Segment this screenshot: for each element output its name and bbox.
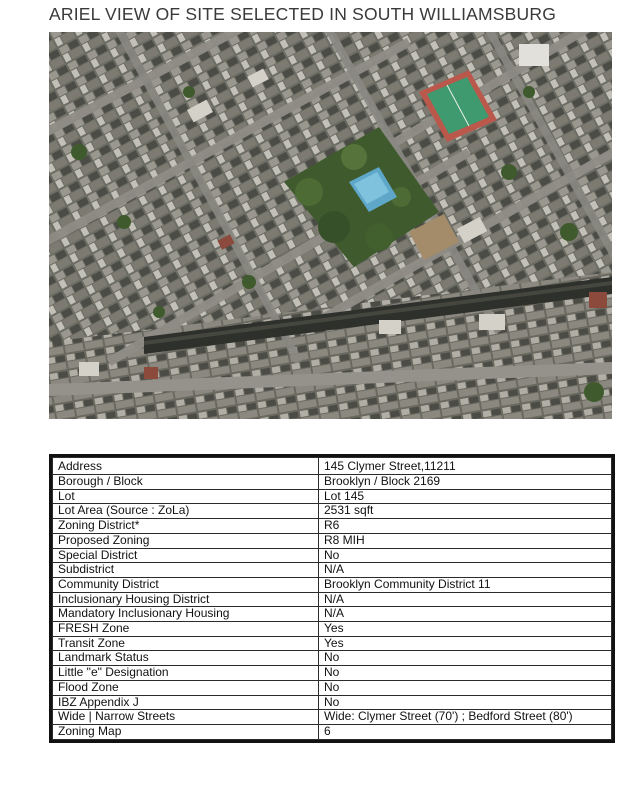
- row-value: 145 Clymer Street,11211: [319, 458, 612, 475]
- table-row: [53, 458, 612, 475]
- row-value: Brooklyn Community District 11: [319, 577, 612, 592]
- row-value: Wide: Clymer Street (70') ; Bedford Street (80'): [319, 710, 612, 725]
- row-value: Yes: [319, 622, 612, 637]
- aerial-photo-illustration: [49, 32, 612, 419]
- table-row: [53, 592, 612, 607]
- row-label: Lot Area (Source : ZoLa): [53, 504, 319, 519]
- row-label: Inclusionary Housing District: [53, 592, 319, 607]
- table-row: [53, 651, 612, 666]
- row-value: No: [319, 548, 612, 563]
- table-row: [53, 475, 612, 490]
- table-row: [53, 519, 612, 534]
- row-value: N/A: [319, 592, 612, 607]
- row-value: R8 MIH: [319, 533, 612, 548]
- site-info-table-grid: [52, 457, 612, 740]
- row-value: R6: [319, 519, 612, 534]
- table-row: [53, 680, 612, 695]
- row-label: Address: [53, 458, 319, 475]
- table-row: [53, 710, 612, 725]
- row-value: Brooklyn / Block 2169: [319, 475, 612, 490]
- aerial-site-photo: [49, 32, 612, 419]
- row-label: Subdistrict: [53, 563, 319, 578]
- row-label: Proposed Zoning: [53, 533, 319, 548]
- row-label: Mandatory Inclusionary Housing: [53, 607, 319, 622]
- row-label: Little "e" Designation: [53, 666, 319, 681]
- table-row: [53, 489, 612, 504]
- row-value: Lot 145: [319, 489, 612, 504]
- row-value: 6: [319, 724, 612, 739]
- table-row: [53, 563, 612, 578]
- row-value: Yes: [319, 636, 612, 651]
- row-value: No: [319, 666, 612, 681]
- site-info-table: [49, 454, 615, 743]
- page-title: ARIEL VIEW OF SITE SELECTED IN SOUTH WILLIAMSBURG: [49, 4, 557, 24]
- table-row: [53, 533, 612, 548]
- row-label: FRESH Zone: [53, 622, 319, 637]
- row-value: 2531 sqft: [319, 504, 612, 519]
- row-label: Special District: [53, 548, 319, 563]
- row-label: Flood Zone: [53, 680, 319, 695]
- row-value: No: [319, 651, 612, 666]
- table-row: [53, 548, 612, 563]
- table-row: [53, 724, 612, 739]
- table-row: [53, 636, 612, 651]
- row-label: IBZ Appendix J: [53, 695, 319, 710]
- row-label: Zoning Map: [53, 724, 319, 739]
- row-value: No: [319, 680, 612, 695]
- row-label: Community District: [53, 577, 319, 592]
- row-label: Landmark Status: [53, 651, 319, 666]
- table-row: [53, 607, 612, 622]
- table-row: [53, 695, 612, 710]
- row-label: Transit Zone: [53, 636, 319, 651]
- row-label: Zoning District*: [53, 519, 319, 534]
- row-label: Borough / Block: [53, 475, 319, 490]
- row-label: Lot: [53, 489, 319, 504]
- table-row: [53, 666, 612, 681]
- table-row: [53, 504, 612, 519]
- row-value: N/A: [319, 607, 612, 622]
- table-row: [53, 622, 612, 637]
- row-value: No: [319, 695, 612, 710]
- row-label: Wide | Narrow Streets: [53, 710, 319, 725]
- row-value: N/A: [319, 563, 612, 578]
- table-row: [53, 577, 612, 592]
